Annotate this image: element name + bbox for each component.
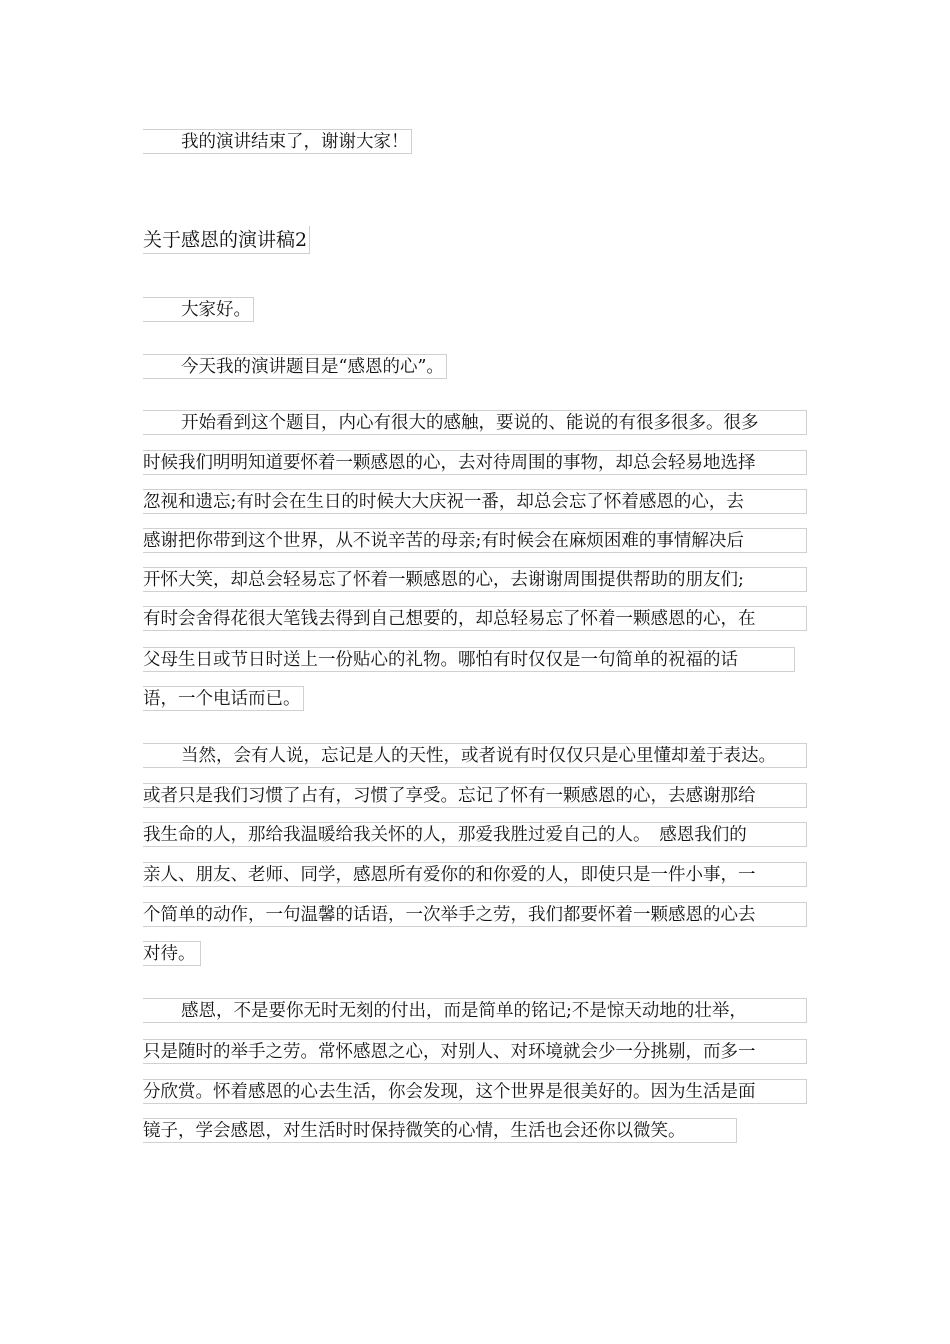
paragraph-3-line: 只是随时的举手之劳。常怀感恩之心，对别人、对环境就会少一分挑剔，而多一 xyxy=(143,1039,807,1064)
paragraph-2-line: 或者只是我们习惯了占有，习惯了享受。忘记了怀有一颗感恩的心，去感谢那给 xyxy=(143,783,807,808)
paragraph-3-line: 分欣赏。怀着感恩的心去生活，你会发现，这个世界是很美好的。因为生活是面 xyxy=(143,1079,807,1104)
paragraph-1-line: 开怀大笑，却总会轻易忘了怀着一颗感恩的心，去谢谢周围提供帮助的朋友们; xyxy=(143,567,807,592)
paragraph-1-line: 有时会舍得花很大笔钱去得到自己想要的，却总轻易忘了怀着一颗感恩的心，在 xyxy=(143,606,807,631)
greeting-line: 大家好。 xyxy=(143,297,254,322)
paragraph-2-line: 当然，会有人说，忘记是人的天性，或者说有时仅仅只是心里懂却羞于表达。 xyxy=(143,743,807,768)
topic-line: 今天我的演讲题目是“感恩的心”。 xyxy=(143,354,447,379)
speech-title: 关于感恩的演讲稿2 xyxy=(143,226,310,254)
paragraph-2-line: 对待。 xyxy=(143,941,201,966)
paragraph-1-line: 父母生日或节日时送上一份贴心的礼物。哪怕有时仅仅是一句简单的祝福的话 xyxy=(143,647,795,672)
paragraph-1-line: 忽视和遗忘;有时会在生日的时候大大庆祝一番，却总会忘了怀着感恩的心，去 xyxy=(143,489,807,514)
paragraph-2-line: 亲人、朋友、老师、同学，感恩所有爱你的和你爱的人，即使只是一件小事，一 xyxy=(143,862,807,887)
paragraph-2-line: 个简单的动作，一句温馨的话语，一次举手之劳，我们都要怀着一颗感恩的心去 xyxy=(143,902,807,927)
closing-line: 我的演讲结束了，谢谢大家！ xyxy=(143,129,412,154)
paragraph-1-line: 开始看到这个题目，内心有很大的感触，要说的、能说的有很多很多。很多 xyxy=(143,410,807,435)
paragraph-3-line: 镜子，学会感恩，对生活时时保持微笑的心情，生活也会还你以微笑。 xyxy=(143,1118,737,1143)
paragraph-2-line: 我生命的人，那给我温暖给我关怀的人，那爱我胜过爱自己的人。 感恩我们的 xyxy=(143,822,807,847)
paragraph-1-line: 语，一个电话而已。 xyxy=(143,686,304,711)
paragraph-1-line: 感谢把你带到这个世界，从不说辛苦的母亲;有时候会在麻烦困难的事情解决后 xyxy=(143,528,807,553)
paragraph-3-line: 感恩，不是要你无时无刻的付出，而是简单的铭记;不是惊天动地的壮举， xyxy=(143,998,807,1023)
paragraph-1-line: 时候我们明明知道要怀着一颗感恩的心，去对待周围的事物，却总会轻易地选择 xyxy=(143,450,807,475)
